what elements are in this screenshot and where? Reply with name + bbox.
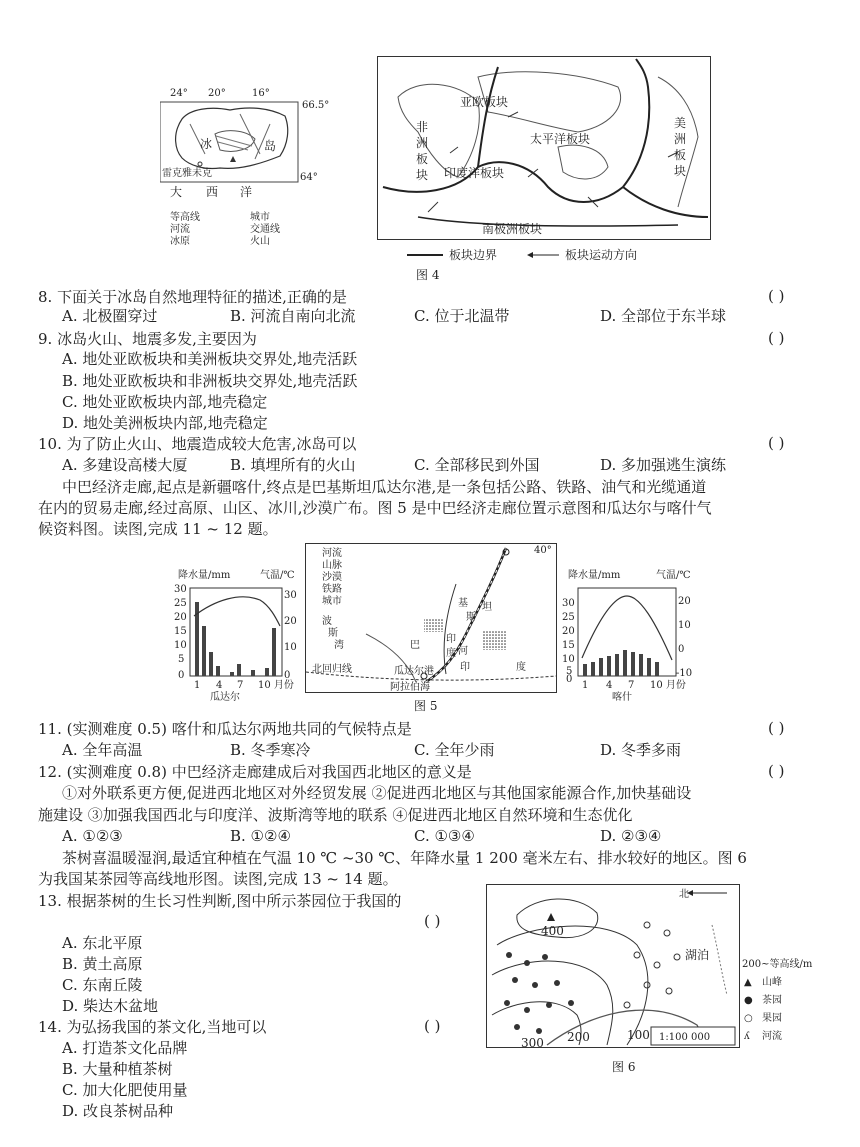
answer-blank[interactable]: ( ) [424,1017,441,1035]
ocean-label: 洋 [240,185,253,199]
month-tick: 7 [628,680,635,691]
tick: 10 [174,640,187,651]
option[interactable]: A. ①②③ [62,827,123,845]
answer-blank[interactable]: ( ) [768,719,785,737]
lon-label: 16° [252,88,270,99]
map-label: 度 [446,648,456,659]
lat-label: 64° [300,172,318,183]
legend-contour: 200~等高线/m [742,959,813,970]
answer-blank[interactable]: ( ) [768,434,785,452]
option[interactable]: A. 全年高温 [62,741,143,759]
contour-label: 100 [627,1028,650,1042]
legend-direction: 板块运动方向 [565,248,638,262]
legend-river: 河流 [322,548,342,559]
tick: 15 [562,640,575,651]
river-icon: ʎ [744,1031,750,1042]
month-tick: 1 [194,680,201,691]
legend-city: 城市 [250,212,270,223]
plate-america: 洲 [674,132,687,146]
month-tick: 10 月份 [258,680,294,691]
map-label: 河 [458,646,468,657]
gwadar-climate-chart [170,566,300,706]
plate-africa: 板 [416,152,429,166]
question-stem: 8. 下面关于冰岛自然地理特征的描述,正确的是 [38,288,347,306]
axis-label-right: 气温/℃ [656,570,691,581]
tea-map-legend [742,955,854,1051]
option[interactable]: C. 全部移民到外国 [414,456,540,474]
station-name: 喀什 [612,692,632,703]
plate-legend [405,246,665,264]
figure-caption: 图 6 [612,1060,636,1074]
legend-city: 城市 [322,596,342,607]
legend-desert: 沙漠 [322,572,342,583]
option[interactable]: B. 地处亚欧板块和非洲板块交界处,地壳活跃 [62,372,358,390]
option[interactable]: D. 冬季多雨 [600,741,682,759]
map-label: 湾 [334,640,344,651]
plate-africa: 洲 [416,136,429,150]
map-label: 斯 [328,628,338,639]
axis-label-left: 降水量/mm [178,570,231,581]
tick: 10 [284,642,297,653]
option[interactable]: A. 东北平原 [62,934,143,952]
lon-label: 20° [208,88,226,99]
boundary-line-icon [405,246,445,264]
option[interactable]: D. 地处美洲板块内部,地壳稳定 [62,414,268,432]
lat-label: 66.5° [302,100,330,111]
legend-boundary: 板块边界 [449,248,498,262]
scale-label: 1:100 000 [659,1032,711,1043]
map-label: 瓜达尔港 [394,666,434,677]
tick: 20 [678,596,691,607]
legend-volcano: 火山 [250,236,270,247]
option[interactable]: B. 大量种植茶树 [62,1060,173,1078]
tick: 20 [284,616,297,627]
ocean-label: 西 [206,185,219,199]
passage-line: 茶树喜温暖湿润,最适宜种植在气温 10 ℃ ~30 ℃、年降水量 1 200 毫米左右、排水较好的地区。图 6 [62,849,747,867]
contour-label: 200 [567,1030,590,1044]
tick: 10 [678,620,691,631]
answer-blank[interactable]: ( ) [424,912,441,930]
plate-america: 板 [674,148,687,162]
option[interactable]: B. 河流自南向北流 [230,307,356,325]
option[interactable]: D. 全部位于东半球 [600,307,727,325]
map-label: 坦 [482,602,492,613]
plate-indian: 印度洋板块 [444,166,505,180]
map-label: 巴 [410,640,420,651]
passage-line: 中巴经济走廊,起点是新疆喀什,终点是巴基斯坦瓜达尔港,是一条包括公路、铁路、油气和光缆通道 [62,478,707,496]
iceland-map [160,84,330,247]
tick: 25 [174,598,187,609]
option[interactable]: B. ①②④ [230,827,291,845]
answer-blank[interactable]: ( ) [768,329,785,347]
plate-africa: 块 [416,168,429,182]
city-label: 雷克雅未克 [162,168,212,179]
tick: 5 [566,666,573,677]
map-label: 印 [446,634,456,645]
tea-map-svg [487,885,739,1047]
option[interactable]: C. 位于北温带 [414,307,510,325]
station-name: 瓜达尔 [210,692,240,703]
figure-caption: 图 5 [414,699,438,713]
option[interactable]: A. 打造茶文化品牌 [62,1039,188,1057]
tick: 30 [174,584,187,595]
cpec-map [305,543,557,693]
ocean-label: 大 [170,185,183,199]
map-label: 波 [322,616,332,627]
month-tick: 7 [237,680,244,691]
map-label: 基 [458,598,468,609]
option[interactable]: C. ①③④ [414,827,475,845]
plate-america: 块 [674,164,687,178]
tick: 0 [566,674,573,685]
option[interactable]: B. 冬季寒冷 [230,741,311,759]
map-label: 度 [516,662,526,673]
tick: 20 [174,612,187,623]
tick: 10 [562,654,575,665]
plate-america: 美 [674,116,687,130]
passage-line: 在内的贸易走廊,经过高原、山区、冰川,沙漠广布。图 5 是中巴经济走廊位置示意图和瓜达尔与喀什气 [38,499,712,517]
month-tick: 4 [606,680,613,691]
month-tick: 1 [582,680,589,691]
north-label: 北 [679,889,689,900]
tea-garden-map [486,884,740,1048]
legend-tea: 茶园 [762,995,782,1006]
map-label: 印 [460,662,470,673]
map-label: 北回归线 [312,664,352,675]
lat-label: 40° [534,545,552,556]
statement-line: ①对外联系更方便,促进西北地区对外经贸发展 ②促进西北地区与其他国家能源合作,加快基础设 [62,784,692,802]
option[interactable]: C. 东南丘陵 [62,976,143,994]
option[interactable]: B. 填埋所有的火山 [230,456,356,474]
map-label: 斯 [466,612,476,623]
month-tick: 10 月份 [650,680,686,691]
legend-peak: 山峰 [762,977,782,988]
axis-label-left: 降水量/mm [568,570,621,581]
plate-pacific: 太平洋板块 [530,132,591,146]
option[interactable]: A. 多建设高楼大厦 [62,456,188,474]
map-label: 岛 [264,139,277,153]
tick: 20 [562,626,575,637]
legend-orchard: 果园 [762,1013,782,1024]
option[interactable]: B. 黄土高原 [62,955,143,973]
option[interactable]: A. 地处亚欧板块和美洲板块交界处,地壳活跃 [62,350,358,368]
peak-icon: ▲ [744,977,752,988]
question-stem: 12. (实测难度 0.8) 中巴经济走廊建成后对我国西北地区的意义是 [38,763,472,781]
plate-eurasia: 亚欧板块 [460,95,509,109]
contour-label: 300 [521,1036,544,1050]
map-label: 阿拉伯海 [390,682,430,693]
question-stem: 14. 为弘扬我国的茶文化,当地可以 [38,1018,267,1036]
orchard-icon: ○ [744,1013,753,1024]
statement-line: 施建设 ③加强我国西北与印度洋、波斯湾等地的联系 ④促进西北地区自然环境和生态优化 [38,806,633,824]
passage-line: 为我国某茶园等高线地形图。读图,完成 13 ~ 14 题。 [38,870,398,888]
month-tick: 4 [216,680,223,691]
answer-blank[interactable]: ( ) [768,287,785,305]
option[interactable]: D. 柴达木盆地 [62,997,159,1015]
option[interactable]: C. 加大化肥使用量 [62,1081,188,1099]
tick: 0 [678,644,685,655]
figure-caption: 图 4 [416,268,440,282]
arrow-icon [525,246,561,264]
option[interactable]: D. 多加强逃生演练 [600,456,727,474]
tea-icon: ● [744,995,753,1006]
tick: 0 [178,670,185,681]
question-stem: 9. 冰岛火山、地震多发,主要因为 [38,330,257,348]
answer-blank[interactable]: ( ) [768,762,785,780]
legend-river: 河流 [170,224,190,235]
map-label: 冰 [200,137,213,151]
legend-contour: 等高线 [170,212,200,223]
tick: -10 [676,668,693,679]
kashgar-climate-chart [560,566,700,706]
tick: 30 [562,598,575,609]
plate-africa: 非 [416,120,429,134]
question-stem: 13. 根据茶树的生长习性判断,图中所示茶园位于我国的 [38,892,402,910]
option[interactable]: C. 地处亚欧板块内部,地壳稳定 [62,393,268,411]
legend-glacier: 冰原 [170,236,190,247]
tick: 30 [284,590,297,601]
legend-mountain: 山脉 [322,560,342,571]
option[interactable]: D. 改良茶树品种 [62,1102,174,1120]
option[interactable]: A. 北极圈穿过 [62,307,158,325]
plate-antarctic: 南极洲板块 [482,222,543,236]
tick: 0 [284,670,291,681]
tick: 25 [562,612,575,623]
legend-river: 河流 [762,1031,782,1042]
plate-map [377,56,711,240]
option[interactable]: C. 全年少雨 [414,741,495,759]
legend-traffic: 交通线 [250,224,280,235]
option[interactable]: D. ②③④ [600,827,662,845]
question-stem: 10. 为了防止火山、地震造成较大危害,冰岛可以 [38,435,357,453]
lon-label: 24° [170,88,188,99]
passage-line: 候资料图。读图,完成 11 ~ 12 题。 [38,520,278,538]
contour-label: 400 [541,924,564,938]
tick: 15 [174,626,187,637]
legend-railway: 铁路 [322,584,342,595]
tick: 5 [178,654,185,665]
lake-label: 湖泊 [685,948,710,962]
question-stem: 11. (实测难度 0.5) 喀什和瓜达尔两地共同的气候特点是 [38,720,412,738]
axis-label-right: 气温/℃ [260,570,295,581]
